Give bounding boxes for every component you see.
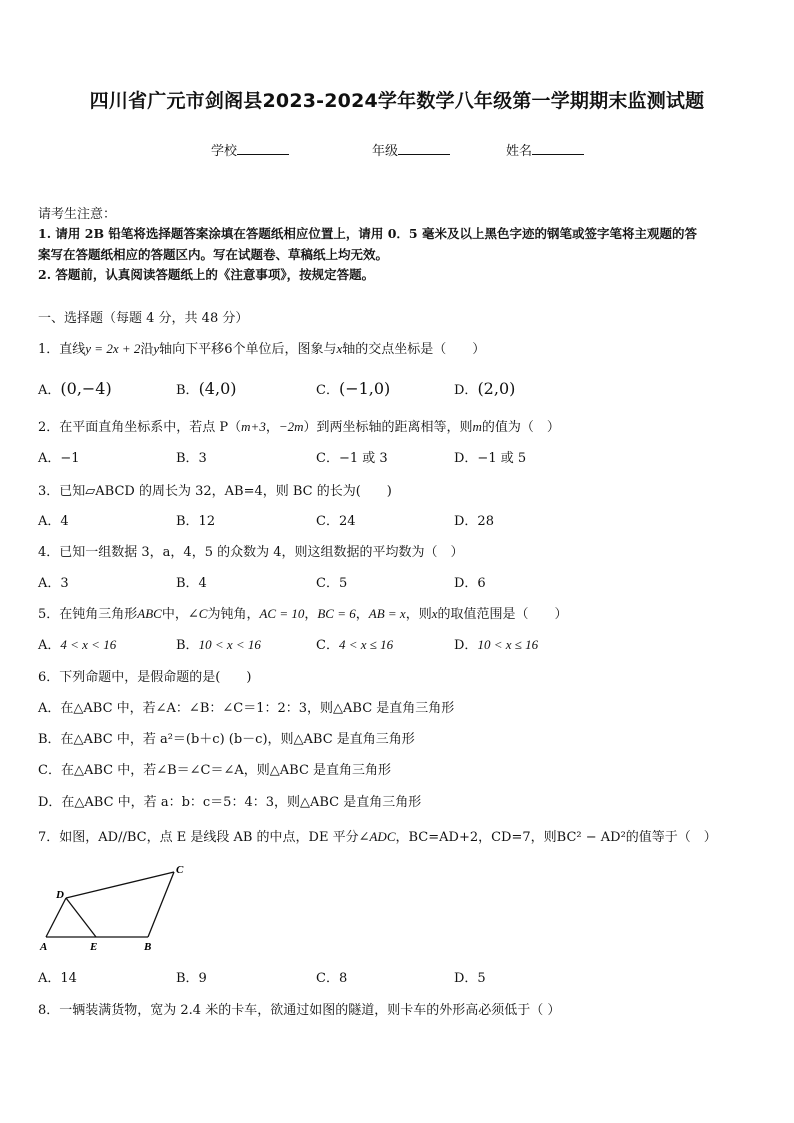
q1-option-b-value: (4,0) [198, 379, 237, 398]
q5-option-b-value: 10 < x < 16 [198, 637, 261, 652]
q1-text-4: 个单位后，图象与 [232, 342, 337, 357]
q3-option-a[interactable]: A．4 [38, 514, 69, 529]
q7-expression: BC² − AD² [556, 830, 626, 845]
school-blank[interactable] [237, 142, 289, 155]
q5-ac: AC = 10 [259, 606, 305, 621]
name-field[interactable] [506, 140, 584, 159]
q3-option-b[interactable]: B．12 [176, 514, 216, 529]
q7-text-1: 7．如图，AD//BC，点 E 是线段 AB 的中点，DE 平分 [38, 830, 359, 845]
label-b: B [144, 941, 152, 953]
page-title: 四川省广元市剑阁县2023-2024学年数学八年级第一学期期末监测试题 [89, 90, 705, 112]
q7-angle: ∠ADC [358, 829, 396, 844]
q2-expr-1: m+3 [241, 419, 266, 434]
q2-option-d[interactable]: D．−1 或 5 [454, 451, 527, 466]
q2-separator: ， [265, 420, 279, 435]
q5-comma-2: ， [355, 607, 369, 622]
q5-option-d[interactable] [454, 634, 538, 653]
q5-triangle: ABC [137, 606, 162, 621]
q5-ab: AB = x [368, 606, 406, 621]
q1-option-c-letter: C． [316, 383, 339, 398]
q5-text-5: 的取值范围是（ ） [437, 607, 568, 622]
q6-option-d[interactable]: D．在△ABC 中，若 a：b：c＝5：4：3，则△ABC 是直角三角形 [38, 795, 422, 810]
grade-blank[interactable] [398, 142, 450, 155]
notice-item-1-line-2: 案写在答题纸相应的答题区内。写在试题卷、草稿纸上均无效。 [38, 247, 389, 262]
question-6-stem: 6．下列命题中，是假命题的是( ) [38, 670, 252, 685]
notice-item-2: 2. 答题前，认真阅读答题纸上的《注意事项》，按规定答题。 [38, 267, 375, 282]
q1-text-2: 沿 [140, 342, 154, 357]
q1-option-a-letter: A． [38, 383, 61, 398]
q7-option-b[interactable]: B．9 [176, 971, 207, 986]
q4-option-b[interactable]: B．4 [176, 576, 207, 591]
segment-ad [46, 898, 66, 937]
q5-text-4: ，则 [405, 607, 432, 622]
q5-option-b-letter: B． [176, 638, 199, 653]
q3-option-d[interactable]: D．28 [454, 514, 494, 529]
q6-option-b[interactable]: B．在△ABC 中，若 a²＝(b＋c) (b－c)，则△ABC 是直角三角形 [38, 732, 415, 747]
segment-cb [148, 872, 174, 937]
q1-text-1: 1．直线 [38, 342, 86, 357]
q1-option-b[interactable] [176, 379, 237, 398]
q5-text-3: 为钝角， [207, 607, 260, 622]
q5-bc: BC = 6 [317, 606, 356, 621]
name-label: 姓名 [506, 144, 533, 159]
q7-text-2: ，BC=AD+2，CD=7，则 [395, 830, 557, 845]
q4-option-d[interactable]: D．6 [454, 576, 486, 591]
q2-option-a[interactable]: A．−1 [38, 451, 80, 466]
q4-option-a[interactable]: A．3 [38, 576, 69, 591]
q5-option-a-value: 4 < x < 16 [60, 637, 117, 652]
q7-text-3: 的值等于（ ） [625, 830, 717, 845]
label-d: D [56, 889, 64, 901]
q1-option-d-letter: D． [454, 383, 478, 398]
q5-option-b[interactable] [176, 634, 261, 653]
segment-dc [66, 872, 174, 898]
q1-option-a[interactable] [38, 379, 112, 398]
question-2-stem [38, 416, 560, 435]
label-e: E [90, 941, 98, 953]
q1-option-c[interactable] [316, 379, 390, 398]
q7-option-d[interactable]: D．5 [454, 971, 486, 986]
q1-axis-y: y [153, 341, 160, 356]
q6-option-a[interactable]: A．在△ABC 中，若∠A：∠B：∠C＝1：2：3，则△ABC 是直角三角形 [38, 701, 455, 716]
label-a: A [40, 941, 48, 953]
q7-option-a[interactable]: A．14 [38, 971, 77, 986]
q2-text-1: 2．在平面直角坐标系中，若点 P（ [38, 420, 242, 435]
q1-option-c-value: (−1,0) [338, 379, 391, 398]
q1-axis-x: x [336, 341, 343, 356]
q1-option-d-value: (2,0) [477, 379, 516, 398]
q1-option-a-value: (0,−4) [60, 379, 112, 398]
q2-variable: m [472, 419, 482, 434]
segment-de [66, 898, 96, 937]
q2-option-c[interactable]: C．−1 或 3 [316, 451, 388, 466]
q2-text-2: ）到两坐标轴的距离相等，则 [303, 420, 473, 435]
grade-field[interactable] [372, 140, 450, 159]
section-1-heading: 一、选择题（每题 4 分，共 48 分） [38, 311, 249, 326]
q6-option-c[interactable]: C．在△ABC 中，若∠B＝∠C＝∠A，则△ABC 是直角三角形 [38, 763, 392, 778]
q1-text-3: 轴向下平移 [159, 342, 225, 357]
q5-angle: ∠C [187, 606, 208, 621]
q5-option-a[interactable] [38, 634, 116, 653]
q1-option-d[interactable] [454, 379, 515, 398]
q1-equation: y = 2x + 2 [85, 341, 141, 356]
q1-option-b-letter: B． [176, 383, 199, 398]
question-7-stem [38, 826, 717, 845]
q2-text-3: 的值为（ ） [481, 420, 560, 435]
notice-heading: 请考生注意： [38, 207, 117, 222]
question-3-stem: 3．已知▱ABCD 的周长为 32，AB=4，则 BC 的长为( ) [38, 484, 392, 499]
q2-expr-2: −2m [278, 419, 304, 434]
q4-option-c[interactable]: C．5 [316, 576, 348, 591]
school-label: 学校 [211, 144, 238, 159]
question-8-stem: 8．一辆装满货物，宽为 2.4 米的卡车，欲通过如图的隧道，则卡车的外形高必须低于（ ） [38, 1003, 561, 1018]
q5-text-1: 5．在钝角三角形 [38, 607, 138, 622]
q5-text-2: 中， [161, 607, 188, 622]
q1-shift: 6 [224, 342, 233, 357]
q5-x: x [431, 606, 438, 621]
name-blank[interactable] [532, 142, 584, 155]
notice-item-1-line-1: 1. 请用 2B 铅笔将选择题答案涂填在答题纸相应位置上，请用 0．5 毫米及以上黑色字迹的钢笔或签字笔将主观题的答 [38, 226, 697, 241]
q1-text-5: 轴的交点坐标是（ ） [342, 342, 486, 357]
q2-option-b[interactable]: B．3 [176, 451, 207, 466]
q5-option-c-letter: C． [316, 638, 339, 653]
q7-option-c[interactable]: C．8 [316, 971, 348, 986]
question-1-stem [38, 338, 485, 357]
q3-option-c[interactable]: C．24 [316, 514, 356, 529]
label-c: C [176, 864, 184, 876]
grade-label: 年级 [372, 144, 399, 159]
q5-option-c[interactable] [316, 634, 393, 653]
q7-figure [34, 860, 204, 955]
school-field[interactable] [211, 140, 289, 159]
q5-option-d-value: 10 < x ≤ 16 [477, 637, 539, 652]
question-4-stem: 4．已知一组数据 3，a，4，5 的众数为 4，则这组数据的平均数为（ ） [38, 545, 464, 560]
q5-comma-1: ， [304, 607, 318, 622]
q5-option-c-value: 4 < x ≤ 16 [338, 637, 394, 652]
q5-option-a-letter: A． [38, 638, 61, 653]
q5-option-d-letter: D． [454, 638, 478, 653]
question-5-stem [38, 603, 568, 622]
